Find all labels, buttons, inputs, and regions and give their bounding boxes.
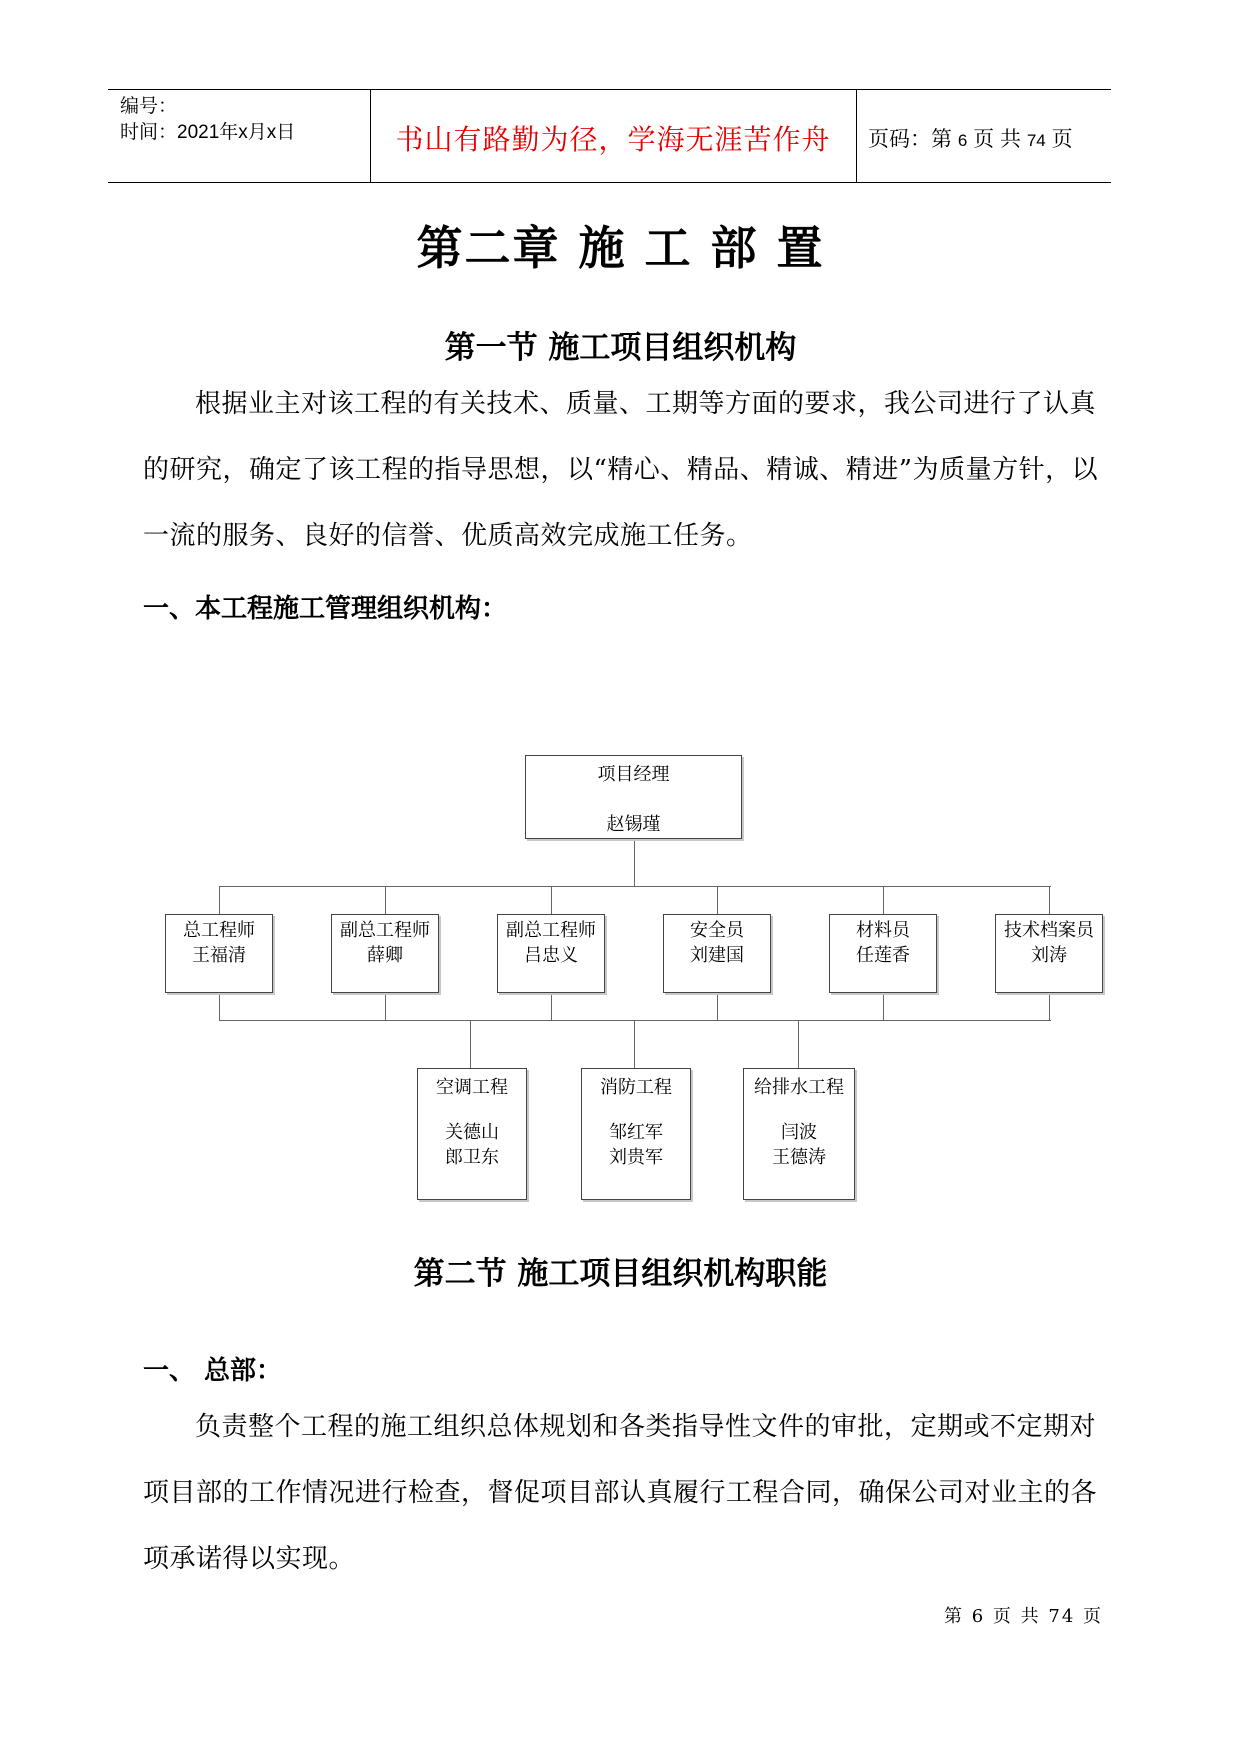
page-suffix: 页 bbox=[1051, 128, 1073, 151]
org-box-name: 邹红军 bbox=[609, 1122, 663, 1143]
connector-line bbox=[717, 886, 718, 914]
section-title: 第二节 施工项目组织机构职能 bbox=[413, 1256, 828, 1292]
org-box-title: 材料员 bbox=[856, 920, 910, 941]
headquarters-paragraph: 负责整个工程的施工组织总体规划和各类指导性文件的审批，定期或不定期对项目部的工作情况进行检查，督促项目部认真履行工程合同，确保公司对业主的各项承诺得以实现。 bbox=[143, 1412, 1098, 1574]
org-box-title: 总工程师 bbox=[183, 920, 255, 941]
org-box-name: 王德涛 bbox=[772, 1147, 826, 1168]
page-footer: 第 6 页 共 74 页 bbox=[944, 1606, 1103, 1627]
connector-line bbox=[551, 886, 552, 914]
connector-line bbox=[883, 886, 884, 914]
org-box-fire-protection bbox=[581, 1068, 691, 1200]
org-box-name: 刘建国 bbox=[690, 945, 744, 966]
org-box-hvac bbox=[417, 1068, 527, 1200]
org-box-title: 空调工程 bbox=[436, 1077, 508, 1098]
connector-line bbox=[470, 1020, 471, 1068]
header-number-label: 编号： bbox=[120, 96, 178, 117]
connector-line bbox=[1049, 886, 1050, 914]
org-box-title: 给排水工程 bbox=[754, 1077, 844, 1098]
org-box-name: 吕忠义 bbox=[524, 945, 578, 966]
connector-line bbox=[385, 992, 386, 1020]
connector-line bbox=[634, 1020, 635, 1068]
connector-line bbox=[219, 886, 1051, 887]
org-heading: 一、本工程施工管理组织机构： bbox=[143, 594, 508, 624]
connector-line bbox=[219, 992, 220, 1020]
intro-paragraph: 根据业主对该工程的有关技术、质量、工期等方面的要求，我公司进行了认真的研究，确定了该工程的指导思想，以“精心、精品、精诚、精进”为质量方针，以一流的服务、良好的信誉、优质高效完成施工任务。 bbox=[143, 389, 1099, 551]
connector-line bbox=[219, 886, 220, 914]
org-box-project-manager bbox=[525, 755, 742, 839]
connector-line bbox=[551, 992, 552, 1020]
org-box-name: 郎卫东 bbox=[445, 1147, 499, 1168]
org-box-name: 任莲香 bbox=[856, 945, 910, 966]
org-box-name: 赵锡瑾 bbox=[606, 814, 661, 835]
org-box-title: 副总工程师 bbox=[340, 920, 430, 941]
page-mid: 页 共 bbox=[973, 128, 1021, 151]
org-box-name: 刘涛 bbox=[1031, 945, 1067, 966]
connector-line bbox=[385, 886, 386, 914]
org-box-name: 刘贵军 bbox=[609, 1147, 663, 1168]
section-title: 第一节 施工项目组织机构 bbox=[444, 330, 797, 366]
page-current: 6 bbox=[957, 131, 968, 150]
org-box-title: 消防工程 bbox=[600, 1077, 672, 1098]
org-box-deputy-chief-engineer bbox=[497, 914, 605, 993]
headquarters-heading: 一、 总部： bbox=[143, 1356, 283, 1386]
org-box-name: 闫波 bbox=[781, 1122, 817, 1143]
connector-line bbox=[883, 992, 884, 1020]
org-box-title: 副总工程师 bbox=[506, 920, 596, 941]
org-box-title: 项目经理 bbox=[597, 764, 670, 785]
org-box-chief-engineer bbox=[165, 914, 273, 993]
org-box-name: 关德山 bbox=[445, 1122, 499, 1143]
header-motto: 书山有路勤为径，学海无涯苦作舟 bbox=[395, 124, 831, 155]
org-box-title: 安全员 bbox=[690, 920, 744, 941]
connector-line bbox=[717, 992, 718, 1020]
org-box-name: 薛卿 bbox=[367, 945, 403, 966]
org-box-deputy-chief-engineer bbox=[331, 914, 439, 993]
org-box-plumbing bbox=[743, 1068, 855, 1200]
chapter-title: 第二章 施 工 部 置 bbox=[416, 221, 825, 275]
org-box-technical-archivist bbox=[995, 914, 1103, 993]
header-time-label: 时间：2021年x月x日 bbox=[120, 122, 296, 143]
org-box-safety-officer bbox=[663, 914, 771, 993]
org-box-materials-officer bbox=[829, 914, 937, 993]
page-prefix: 页码：第 bbox=[868, 128, 952, 151]
connector-line bbox=[634, 838, 635, 886]
connector-line bbox=[798, 1020, 799, 1068]
page-total: 74 bbox=[1026, 131, 1046, 150]
connector-line bbox=[219, 1020, 1051, 1021]
org-box-name: 王福清 bbox=[192, 945, 246, 966]
org-box-title: 技术档案员 bbox=[1004, 920, 1094, 941]
connector-line bbox=[1049, 992, 1050, 1020]
